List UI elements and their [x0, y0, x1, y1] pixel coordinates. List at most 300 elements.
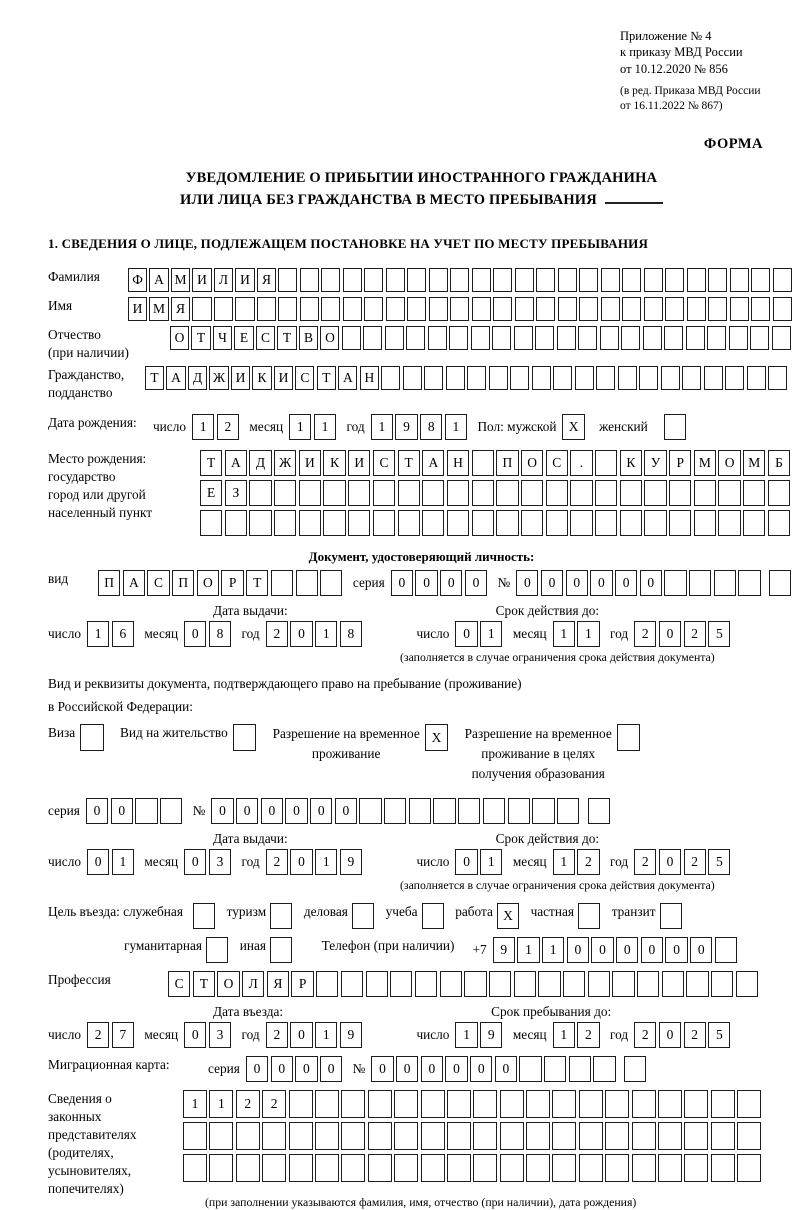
char-cell — [342, 326, 361, 350]
char-cell — [515, 268, 534, 292]
series-token: серия — [352, 575, 385, 591]
char-cell: 0 — [690, 937, 712, 963]
char-cell: 0 — [665, 937, 687, 963]
char-cell: Д — [249, 450, 271, 476]
representatives-label-line: (родителях, — [48, 1144, 114, 1160]
char-cell: 2 — [684, 1022, 706, 1048]
purpose-label: гуманитарная — [124, 938, 203, 954]
char-cell — [519, 1056, 541, 1082]
checkbox-cell: X — [562, 414, 584, 440]
char-cell: М — [694, 450, 716, 476]
char-cell: 0 — [285, 798, 307, 824]
char-cell — [593, 1056, 615, 1082]
citizenship-label-line1: Гражданство, — [48, 367, 125, 383]
char-cell — [508, 798, 530, 824]
appendix-line: к приказу МВД России — [620, 45, 743, 60]
char-cell — [472, 510, 494, 536]
char-cell: 1 — [480, 849, 502, 875]
char-cell — [664, 570, 686, 596]
char-cell — [348, 510, 370, 536]
forma-label: ФОРМА — [703, 135, 763, 152]
char-cell: Т — [317, 366, 336, 390]
char-cell — [257, 297, 276, 321]
char-cell: С — [295, 366, 314, 390]
char-cell — [315, 1122, 339, 1150]
char-cell — [440, 971, 462, 997]
char-cell: 0 — [615, 570, 637, 596]
char-cell: 0 — [591, 937, 613, 963]
char-cell — [639, 366, 658, 390]
char-cell: 0 — [211, 798, 233, 824]
char-cell — [447, 1090, 471, 1118]
char-cell: С — [168, 971, 190, 997]
residence-permit-checkbox — [233, 724, 259, 751]
doc-dates-row — [48, 621, 795, 647]
char-cell: Я — [171, 297, 190, 321]
purpose-checkbox — [422, 903, 447, 929]
char-cell — [472, 268, 491, 292]
char-cell — [521, 510, 543, 536]
purpose-label: транзит — [611, 904, 656, 920]
staydoc-valid-day-cells — [455, 849, 504, 875]
purpose-row — [48, 903, 795, 929]
char-cell: Р — [291, 971, 313, 997]
patronymic-row — [48, 326, 795, 362]
form-title-line2 — [48, 189, 795, 211]
char-cell: Л — [214, 268, 233, 292]
char-cell — [658, 1154, 682, 1182]
char-cell: С — [546, 450, 568, 476]
day-token: число — [48, 1027, 81, 1043]
char-cell: И — [231, 366, 250, 390]
char-cell: Я — [257, 268, 276, 292]
char-cell: Ч — [213, 326, 232, 350]
char-cell — [483, 798, 505, 824]
checkbox-cell — [233, 724, 257, 751]
patronymic-label — [48, 326, 170, 362]
purpose-label: частная — [530, 904, 574, 920]
until-year-cells — [634, 1022, 733, 1048]
staydoc-issued-year-cells — [266, 849, 365, 875]
char-cell — [209, 1122, 233, 1150]
char-cell: 0 — [440, 570, 462, 596]
char-cell — [394, 1090, 418, 1118]
checkbox-cell — [660, 903, 682, 929]
char-cell: П — [98, 570, 120, 596]
char-cell: 2 — [577, 849, 599, 875]
char-cell: С — [256, 326, 275, 350]
representatives-label-line: законных — [48, 1109, 102, 1125]
char-cell — [489, 971, 511, 997]
birthplace-label-line3: город или другой — [48, 487, 146, 503]
char-cell: Н — [447, 450, 469, 476]
edu-residence-checkbox — [617, 724, 643, 751]
char-cell — [398, 480, 420, 506]
char-cell: 0 — [421, 1056, 443, 1082]
char-cell: 3 — [209, 849, 231, 875]
day-token: число — [416, 626, 450, 642]
char-cell: И — [192, 268, 211, 292]
profession-label: Профессия — [48, 972, 111, 988]
char-cell — [450, 297, 469, 321]
edition-line: (в ред. Приказа МВД России — [620, 84, 761, 97]
char-cell: П — [496, 450, 518, 476]
char-cell — [750, 326, 769, 350]
char-cell — [368, 1122, 392, 1150]
char-cell — [658, 1122, 682, 1150]
char-cell — [321, 268, 340, 292]
char-cell: 0 — [271, 1056, 293, 1082]
staydoc-number-tail-cell — [588, 798, 613, 824]
doc-series-cells — [391, 570, 490, 596]
staydoc-valid-year-cells — [634, 849, 733, 875]
char-cell — [386, 297, 405, 321]
char-cell: 2 — [684, 849, 706, 875]
char-cell: С — [147, 570, 169, 596]
char-cell — [200, 510, 222, 536]
char-cell — [289, 1122, 313, 1150]
char-cell — [707, 326, 726, 350]
char-cell: Ж — [274, 450, 296, 476]
checkbox-cell — [422, 903, 444, 929]
day-token: число — [153, 419, 186, 435]
purpose-item-sluzhebnaya — [48, 903, 218, 929]
char-cell — [262, 1122, 286, 1150]
char-cell — [390, 971, 412, 997]
char-cell: 2 — [266, 849, 288, 875]
staydoc-series-row — [48, 798, 795, 824]
purpose-item-turizm — [227, 903, 295, 929]
char-cell: 9 — [493, 937, 515, 963]
visa-label: Виза — [48, 725, 76, 741]
char-cell — [686, 326, 705, 350]
char-cell: И — [235, 268, 254, 292]
char-cell — [278, 297, 297, 321]
char-cell — [578, 326, 597, 350]
char-cell — [209, 1154, 233, 1182]
char-cell — [472, 297, 491, 321]
char-cell: 0 — [415, 570, 437, 596]
doc-validity-note: (заполняется в случае ограничения срока действия документа) — [400, 650, 715, 665]
patronymic-label-line1: Отчество — [48, 326, 101, 342]
char-cell — [600, 326, 619, 350]
char-cell: 9 — [395, 414, 417, 440]
char-cell: 2 — [577, 1022, 599, 1048]
char-cell — [579, 1090, 603, 1118]
purpose-checkbox — [270, 903, 295, 929]
char-cell — [526, 1154, 550, 1182]
entry-dates-row — [48, 1022, 795, 1048]
purpose-checkbox — [497, 903, 522, 929]
char-cell — [612, 971, 634, 997]
representatives-label-line: усыновителях, — [48, 1162, 132, 1178]
checkbox-cell: X — [497, 903, 519, 929]
char-cell — [536, 297, 555, 321]
birthplace-cells-row1 — [200, 450, 793, 476]
char-cell: 8 — [340, 621, 362, 647]
checkbox-cell — [617, 724, 641, 751]
char-cell: 1 — [192, 414, 214, 440]
char-cell: Т — [200, 450, 222, 476]
surname-cells — [128, 268, 794, 292]
char-cell: К — [252, 366, 271, 390]
char-cell — [536, 268, 555, 292]
char-cell — [557, 326, 576, 350]
char-cell — [262, 1154, 286, 1182]
firstname-label: Имя — [48, 297, 73, 313]
char-cell — [406, 326, 425, 350]
phone-prefix: +7 — [472, 942, 487, 958]
char-cell — [363, 326, 382, 350]
birthplace-label-line4: населенный пункт — [48, 505, 153, 521]
staydoc-issued-day-cells — [87, 849, 136, 875]
char-cell — [428, 326, 447, 350]
char-cell — [467, 366, 486, 390]
char-cell — [620, 480, 642, 506]
char-cell — [644, 268, 663, 292]
char-cell — [249, 480, 271, 506]
month-token: месяц — [512, 626, 547, 642]
char-cell: 5 — [708, 849, 730, 875]
char-cell — [473, 1122, 497, 1150]
char-cell — [183, 1154, 207, 1182]
char-cell — [704, 366, 723, 390]
char-cell: 0 — [290, 621, 312, 647]
month-token: месяц — [144, 854, 179, 870]
char-cell — [644, 480, 666, 506]
purpose-item-ucheba — [386, 903, 447, 929]
staydoc-type-row — [48, 724, 795, 784]
purpose-prefix-label: Цель въезда: служебная — [48, 904, 183, 920]
char-cell: А — [422, 450, 444, 476]
char-cell — [160, 798, 182, 824]
appendix-line: от 10.12.2020 № 856 — [620, 61, 728, 76]
char-cell: 1 — [542, 937, 564, 963]
doc-type-label: вид — [48, 571, 69, 587]
char-cell: Н — [360, 366, 379, 390]
entry-date-header: Дата въезда: — [213, 1004, 284, 1020]
char-cell: 0 — [310, 798, 332, 824]
char-cell — [368, 1154, 392, 1182]
char-cell: 0 — [396, 1056, 418, 1082]
char-cell — [729, 326, 748, 350]
char-cell — [595, 510, 617, 536]
char-cell: 1 — [480, 621, 502, 647]
char-cell — [605, 1090, 629, 1118]
char-cell: И — [299, 450, 321, 476]
citizenship-label-line2: подданство — [48, 385, 113, 401]
char-cell — [665, 297, 684, 321]
char-cell — [409, 798, 431, 824]
char-cell — [588, 971, 610, 997]
birthdate-row — [48, 414, 795, 440]
char-cell — [575, 366, 594, 390]
char-cell: А — [149, 268, 168, 292]
until-month-cells — [553, 1022, 602, 1048]
char-cell: 0 — [445, 1056, 467, 1082]
char-cell: 0 — [391, 570, 413, 596]
year-token: год — [609, 626, 629, 642]
migcard-number-tail-cell — [624, 1056, 649, 1082]
char-cell: О — [718, 450, 740, 476]
char-cell — [429, 268, 448, 292]
birth-year-cells — [371, 414, 470, 440]
char-cell: 7 — [112, 1022, 134, 1048]
char-cell — [289, 1154, 313, 1182]
char-cell: 2 — [634, 849, 656, 875]
checkbox-cell: X — [425, 724, 449, 751]
char-cell: Т — [277, 326, 296, 350]
char-cell — [711, 971, 733, 997]
purpose-item-delovaya — [304, 903, 377, 929]
birthplace-cells-row3 — [200, 510, 793, 536]
temp-residence-label-line1: Разрешение на временное — [272, 726, 420, 742]
char-cell — [385, 326, 404, 350]
char-cell — [632, 1154, 656, 1182]
char-cell — [515, 297, 534, 321]
char-cell: 0 — [290, 1022, 312, 1048]
surname-row — [48, 268, 795, 292]
char-cell: 2 — [217, 414, 239, 440]
char-cell — [235, 297, 254, 321]
char-cell — [447, 1154, 471, 1182]
char-cell: 1 — [289, 414, 311, 440]
purpose-item-inaya — [240, 937, 295, 963]
char-cell — [596, 366, 615, 390]
char-cell — [315, 1154, 339, 1182]
char-cell — [684, 1122, 708, 1150]
char-cell: 0 — [335, 798, 357, 824]
char-cell — [569, 1056, 591, 1082]
doc-issued-month-cells — [184, 621, 233, 647]
representatives-cells-row3 — [183, 1154, 764, 1182]
char-cell — [421, 1154, 445, 1182]
entry-year-cells — [266, 1022, 365, 1048]
char-cell — [526, 1122, 550, 1150]
char-cell: Я — [267, 971, 289, 997]
char-cell: И — [348, 450, 370, 476]
purpose-label: работа — [455, 904, 493, 920]
char-cell — [737, 1154, 761, 1182]
char-cell — [669, 510, 691, 536]
char-cell: Т — [398, 450, 420, 476]
char-cell: 1 — [315, 621, 337, 647]
char-cell — [684, 1154, 708, 1182]
char-cell — [661, 366, 680, 390]
char-cell: 9 — [340, 1022, 362, 1048]
char-cell — [689, 570, 711, 596]
char-cell — [398, 510, 420, 536]
char-cell — [686, 971, 708, 997]
number-token: № — [192, 803, 206, 819]
char-cell — [422, 480, 444, 506]
firstname-row — [48, 297, 795, 321]
char-cell: П — [172, 570, 194, 596]
char-cell — [558, 297, 577, 321]
char-cell — [632, 1090, 656, 1118]
identity-doc-row — [48, 570, 795, 596]
staydoc-intro1: Вид и реквизиты документа, подтверждающего право на пребывание (проживание) — [48, 676, 522, 692]
char-cell: Ж — [209, 366, 228, 390]
char-cell — [407, 297, 426, 321]
birth-day-cells — [192, 414, 241, 440]
char-cell: 0 — [516, 570, 538, 596]
temp-residence-label — [273, 724, 420, 764]
doc-issued-day-cells — [87, 621, 136, 647]
char-cell — [348, 480, 370, 506]
char-cell: 0 — [455, 621, 477, 647]
checkbox-cell — [206, 937, 228, 963]
edu-residence-label — [465, 724, 612, 784]
staydoc-valid-month-cells — [553, 849, 602, 875]
char-cell: 0 — [567, 937, 589, 963]
checkbox-cell — [664, 414, 686, 440]
sex-female-label: женский — [599, 419, 648, 435]
char-cell — [751, 297, 770, 321]
char-cell — [694, 510, 716, 536]
char-cell: 0 — [659, 1022, 681, 1048]
form-title-line1: УВЕДОМЛЕНИЕ О ПРИБЫТИИ ИНОСТРАННОГО ГРАЖДАНИНА — [185, 169, 658, 186]
char-cell: 0 — [246, 1056, 268, 1082]
char-cell — [299, 510, 321, 536]
char-cell — [274, 480, 296, 506]
char-cell — [637, 971, 659, 997]
char-cell — [632, 1122, 656, 1150]
char-cell — [300, 268, 319, 292]
char-cell — [407, 268, 426, 292]
char-cell: А — [225, 450, 247, 476]
representatives-label-line: представителях — [48, 1127, 137, 1142]
month-token: месяц — [144, 1027, 179, 1043]
year-token: год — [609, 1027, 629, 1043]
char-cell: Т — [191, 326, 210, 350]
char-cell: Р — [221, 570, 243, 596]
char-cell — [644, 297, 663, 321]
char-cell — [320, 570, 342, 596]
char-cell — [500, 1122, 524, 1150]
char-cell: 1 — [445, 414, 467, 440]
char-cell: 0 — [295, 1056, 317, 1082]
char-cell: 1 — [455, 1022, 477, 1048]
phone-label: Телефон (при наличии) — [321, 938, 455, 954]
char-cell: 1 — [577, 621, 599, 647]
representatives-cells-row1 — [183, 1090, 764, 1118]
char-cell: 0 — [371, 1056, 393, 1082]
char-cell — [341, 1122, 365, 1150]
char-cell — [535, 326, 554, 350]
char-cell — [424, 366, 443, 390]
checkbox-cell — [578, 903, 600, 929]
char-cell: 0 — [640, 570, 662, 596]
char-cell — [236, 1154, 260, 1182]
profession-cells — [168, 971, 761, 997]
char-cell: . — [570, 450, 592, 476]
char-cell — [664, 326, 683, 350]
char-cell — [546, 480, 568, 506]
purpose-item-tranzit — [612, 903, 685, 929]
char-cell — [450, 268, 469, 292]
birthplace-row — [48, 450, 795, 540]
char-cell — [473, 1090, 497, 1118]
checkbox-cell — [270, 903, 292, 929]
year-token: год — [609, 854, 629, 870]
char-cell: Р — [669, 450, 691, 476]
char-cell: 8 — [209, 621, 231, 647]
char-cell — [381, 366, 400, 390]
char-cell — [492, 326, 511, 350]
char-cell: 0 — [290, 849, 312, 875]
staydoc-intro2: в Российской Федерации: — [48, 699, 193, 715]
